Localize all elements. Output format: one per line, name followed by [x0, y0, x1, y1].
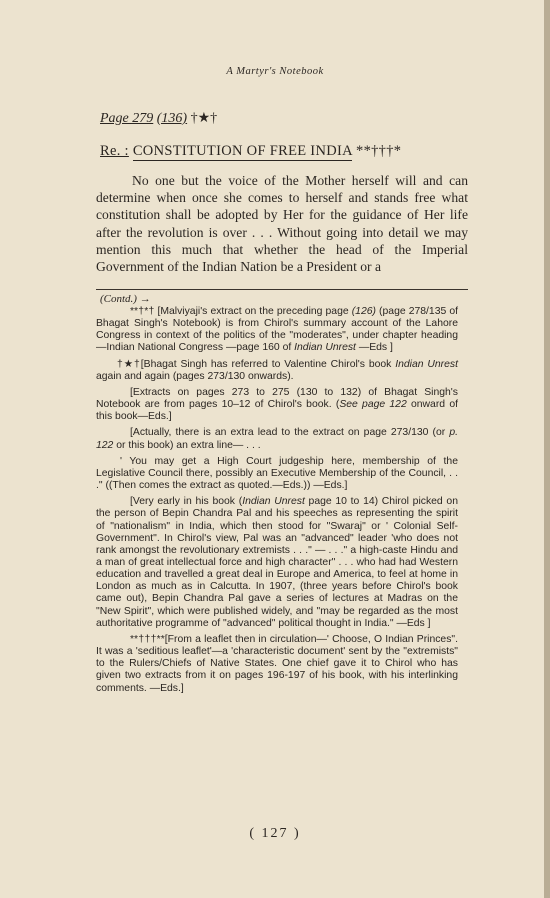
note-italic: (126) — [351, 306, 376, 317]
page-ref-marks: †★† — [190, 111, 218, 126]
note-text: onward of this book—Eds.] — [96, 399, 458, 423]
note-mark: **†*† — [130, 306, 155, 317]
note-mark: †★† — [116, 358, 141, 370]
note-italic: See page 122 — [339, 399, 407, 411]
note-text: [Bhagat Singh has referred to Valentine Chirol's book — [140, 358, 396, 370]
note-text: [Very early in his book ( — [130, 496, 243, 508]
note-text: [Extracts on pages 273 to 275 (130 to 132) of Bhagat Singh's Notebook are from pages 10–12 of Chirol's book. ( — [96, 386, 458, 411]
note-text: (page 278/135 of Bhagat Singh's Notebook) is from Chirol's summary account of the Lahore Congress in context of the politics of the "moderates", under chapter heading—Indian National Congress —page 160 of — [96, 306, 458, 354]
note-italic: p. 122 — [96, 427, 458, 451]
section-heading — [100, 143, 401, 160]
footnote-1 — [96, 306, 458, 355]
note-mark: **†††** — [130, 633, 165, 645]
note-text: [Actually, there is an extra lead to the extract on page 273/130 (or — [130, 427, 450, 439]
note-italic: Indian Unrest — [242, 496, 305, 508]
note-italic: Indian Unrest — [294, 342, 356, 354]
footnote-3 — [96, 387, 458, 423]
page-number: ( 127 ) — [249, 826, 301, 841]
note-text: page 10 to 14) Chirol picked on the person of Bepin Chandra Pal and his speeches as representing the spirit of "nationalism" in India, which then stood for "Swaraj" or ' Colonial Self-Government". In Chirol's view, Pal was an "advanced" leader 'who does not rank amongst the revolutionary extremists . . ." — . . ." a high-caste Hindu and a man of great intellectual force and high character" . . . who had had Western education and travelled a great deal in Europe and America, to feel at home in London as much as in Calcutta. In 1907, (three years before Chirol's book came out), Bepin Chandra Pal gave a series of lectures at Madras on the "New Spirit", which were published widely, and "may be regarded as the most authoritative programme of "advanced" political thought in India." —Eds ] — [96, 496, 458, 629]
note-text: [Malviyaji's extract on the preceding page — [154, 306, 352, 317]
note-italic: Indian Unrest — [395, 358, 459, 370]
body-paragraph — [96, 172, 468, 275]
page-edge — [544, 0, 550, 898]
page-ref-sub: (136) — [156, 111, 188, 126]
footnote-6 — [96, 496, 458, 630]
note-text: or this book) an extra line— . . . — [113, 439, 261, 451]
body-text: No one but the voice of the Mother herself will and can determine when once she comes to herself and stands free what constitution shall be adopted by Her for the guidance of Her life after the revolution is over . . . Without going into detail we may mention this much that whether the head of the Imperial Government of the Indian Nation be a President or a — [96, 173, 468, 275]
continued-label: (Contd.) → — [100, 293, 151, 305]
footnote-7 — [96, 634, 458, 695]
footnote-4 — [96, 427, 458, 451]
note-text: —Eds ] — [355, 342, 393, 354]
heading-title: CONSTITUTION OF FREE INDIA — [132, 143, 353, 159]
footnote-rule — [96, 289, 468, 290]
page-ref-label: Page 279 — [100, 111, 154, 126]
heading-prefix: Re. : — [100, 143, 129, 159]
note-text: again and again (pages 273/130 onwards). — [96, 370, 294, 382]
running-head: A Martyr's Notebook — [226, 66, 324, 77]
footnote-2 — [96, 359, 458, 383]
footnote-5 — [96, 456, 458, 492]
note-text: ' You may get a High Court judgeship here, membership of the Legislative Council there, possibly an Executive Membership of the Council, . . ." ((Then comes the extract as quoted.—Eds.)) —Eds.] — [96, 455, 458, 492]
note-text: [From a leaflet then in circulation—' Choose, O Indian Princes". It was a 'seditious leaflet'—a 'characteristic document' sent by the "extremists" to the Rulers/Chiefs of Native States. One chief gave it to Chirol who has given two extracts from it on pages 196-197 of his book, with his interlinking comments. —Eds.] — [96, 633, 458, 694]
footnotes — [96, 306, 458, 699]
page-reference — [100, 110, 217, 127]
heading-marks: **†††* — [356, 143, 402, 159]
